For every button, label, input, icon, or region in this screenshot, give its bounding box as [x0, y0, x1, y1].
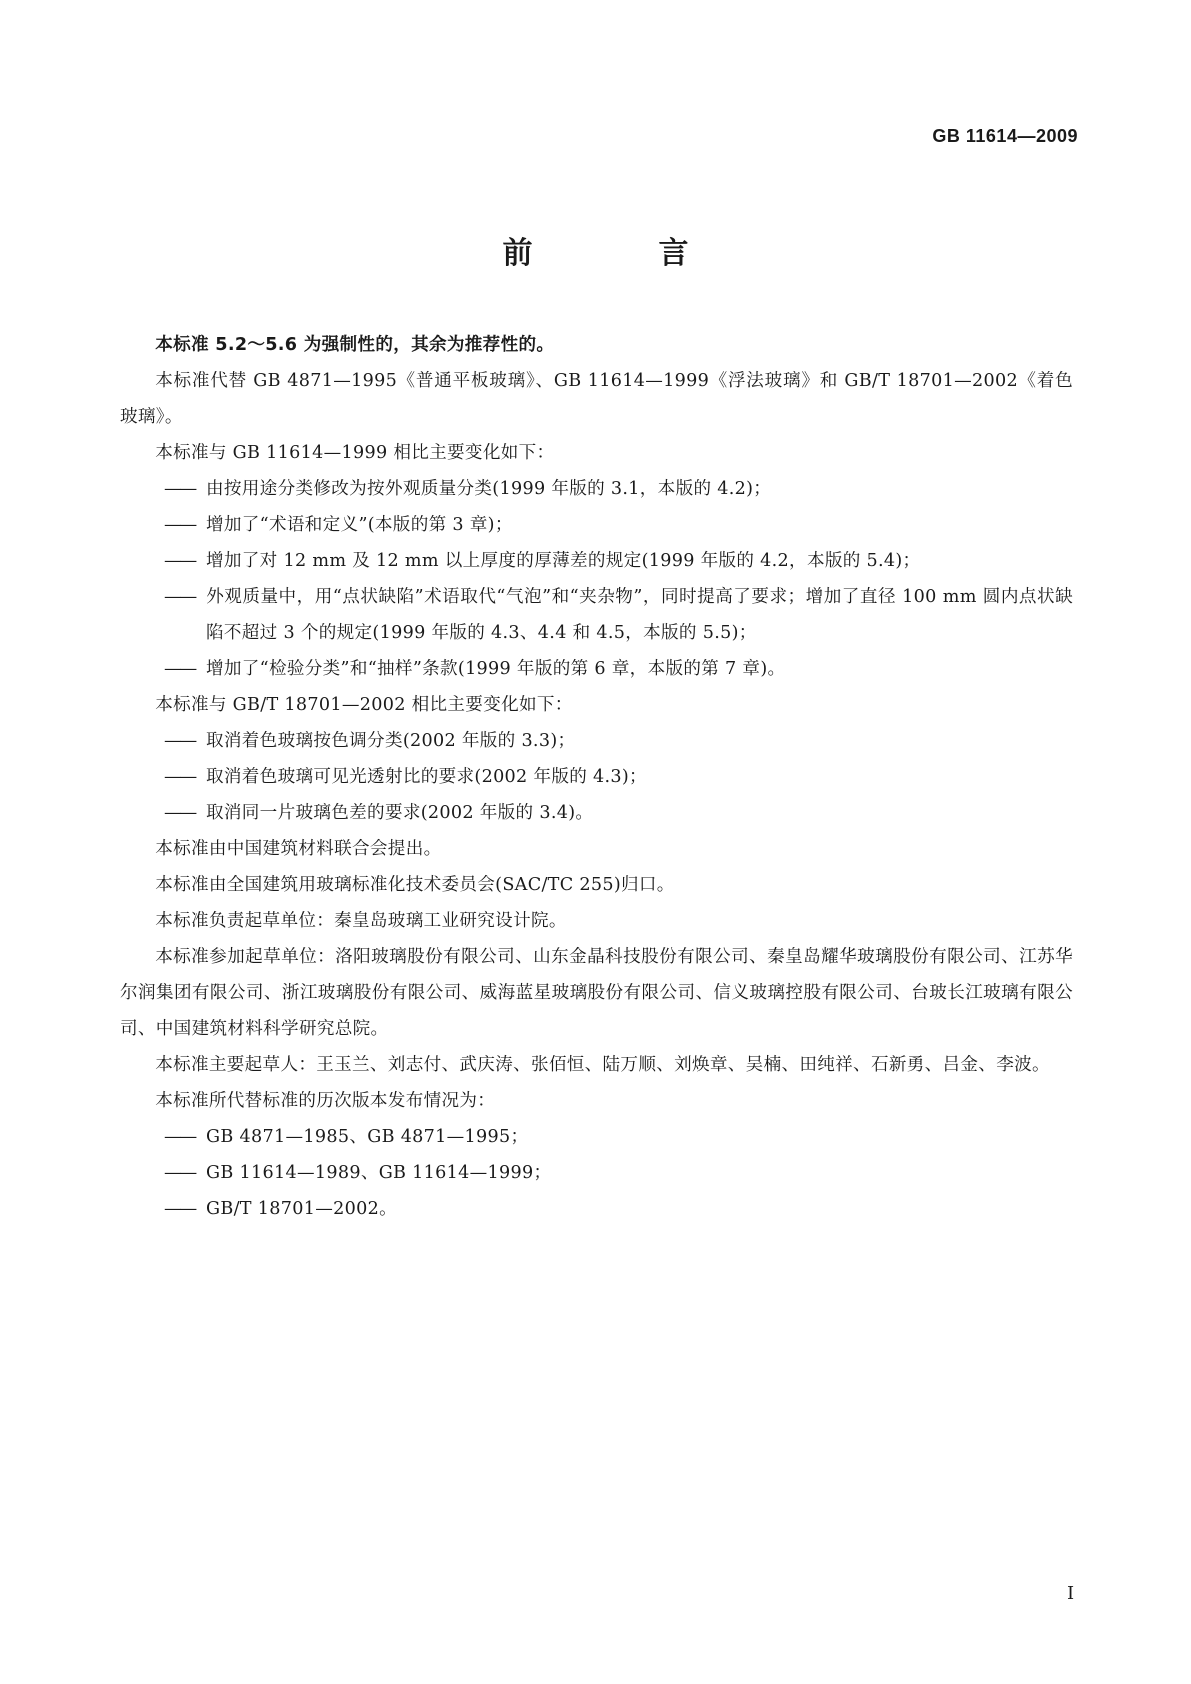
page-title: 前 言: [502, 236, 737, 271]
dash-marker: ——: [164, 1163, 196, 1183]
version-history-intro: 本标准所代替标准的历次版本发布情况为：: [155, 1091, 496, 1111]
committee-statement: 本标准由全国建筑用玻璃标准化技术委员会(SAC/TC 255)归口。: [155, 875, 675, 895]
list-item-text: 取消着色玻璃可见光透射比的要求(2002 年版的 4.3)；: [206, 767, 647, 787]
changes-1999-intro: 本标准与 GB 11614—1999 相比主要变化如下：: [155, 443, 555, 463]
main-drafters-statement: 本标准主要起草人：王玉兰、刘志付、武庆涛、张佰恒、陆万顺、刘焕章、吴楠、田纯祥、石新勇、吕金、李波。: [155, 1055, 1050, 1075]
dash-marker: ——: [164, 479, 196, 499]
list-item: [120, 543, 1073, 579]
list-item: [120, 1119, 1073, 1155]
list-item-text: GB 4871—1985、GB 4871—1995；: [206, 1127, 529, 1147]
list-item-text: 由按用途分类修改为按外观质量分类(1999 年版的 3.1，本版的 4.2)；: [206, 479, 772, 499]
lead-drafter-statement: 本标准负责起草单位：秦皇岛玻璃工业研究设计院。: [155, 911, 567, 931]
list-item-text: 取消着色玻璃按色调分类(2002 年版的 3.3)；: [206, 731, 576, 751]
dash-marker: ——: [164, 659, 196, 679]
list-item-text: 增加了对 12 mm 及 12 mm 以上厚度的厚薄差的规定(1999 年版的 4.2，本版的 5.4)；: [206, 551, 921, 571]
dash-marker: ——: [164, 551, 196, 571]
participating-units-statement: 本标准参加起草单位：洛阳玻璃股份有限公司、山东金晶科技股份有限公司、秦皇岛耀华玻璃股份有限公司、江苏华尔润集团有限公司、浙江玻璃股份有限公司、威海蓝星玻璃股份有限公司、信义玻璃控股有限公司、台玻长江玻璃有限公司、中国建筑材料科学研究总院。: [120, 947, 1073, 1039]
list-item: [120, 795, 1073, 831]
mandatory-clause-statement: 本标准 5.2～5.6 为强制性的，其余为推荐性的。: [155, 335, 555, 355]
list-item: [120, 723, 1073, 759]
dash-marker: ——: [164, 1199, 196, 1219]
list-item: [120, 579, 1073, 651]
list-item: [120, 651, 1073, 687]
replaces-statement: 本标准代替 GB 4871—1995《普通平板玻璃》、GB 11614—1999《浮法玻璃》和 GB/T 18701—2002《着色玻璃》。: [120, 371, 1073, 427]
list-item: [120, 1155, 1073, 1191]
dash-marker: ——: [164, 587, 196, 607]
list-item: [120, 507, 1073, 543]
list-item: [120, 471, 1073, 507]
list-item: [120, 759, 1073, 795]
proposer-statement: 本标准由中国建筑材料联合会提出。: [155, 839, 442, 859]
list-item-text: GB 11614—1989、GB 11614—1999；: [206, 1163, 552, 1183]
dash-marker: ——: [164, 803, 196, 823]
list-item-text: 外观质量中，用“点状缺陷”术语取代“气泡”和“夹杂物”，同时提高了要求；增加了直径 100 mm 圆内点状缺陷不超过 3 个的规定(1999 年版的 4.3、4.4 和 4.5，本版的 5.5)；: [206, 587, 1073, 643]
list-item: [120, 1191, 1073, 1227]
page-number: I: [1067, 1583, 1075, 1604]
changes-2002-intro: 本标准与 GB/T 18701—2002 相比主要变化如下：: [155, 695, 573, 715]
list-item-text: 取消同一片玻璃色差的要求(2002 年版的 3.4)。: [206, 803, 594, 823]
foreword-body: [120, 327, 1073, 1227]
dash-marker: ——: [164, 1127, 196, 1147]
list-item-text: 增加了“术语和定义”(本版的第 3 章)；: [206, 515, 513, 535]
standard-code: GB 11614—2009: [932, 126, 1078, 146]
dash-marker: ——: [164, 515, 196, 535]
list-item-text: GB/T 18701—2002。: [206, 1199, 397, 1219]
dash-marker: ——: [164, 767, 196, 787]
dash-marker: ——: [164, 731, 196, 751]
list-item-text: 增加了“检验分类”和“抽样”条款(1999 年版的第 6 章，本版的第 7 章)。: [206, 659, 786, 679]
